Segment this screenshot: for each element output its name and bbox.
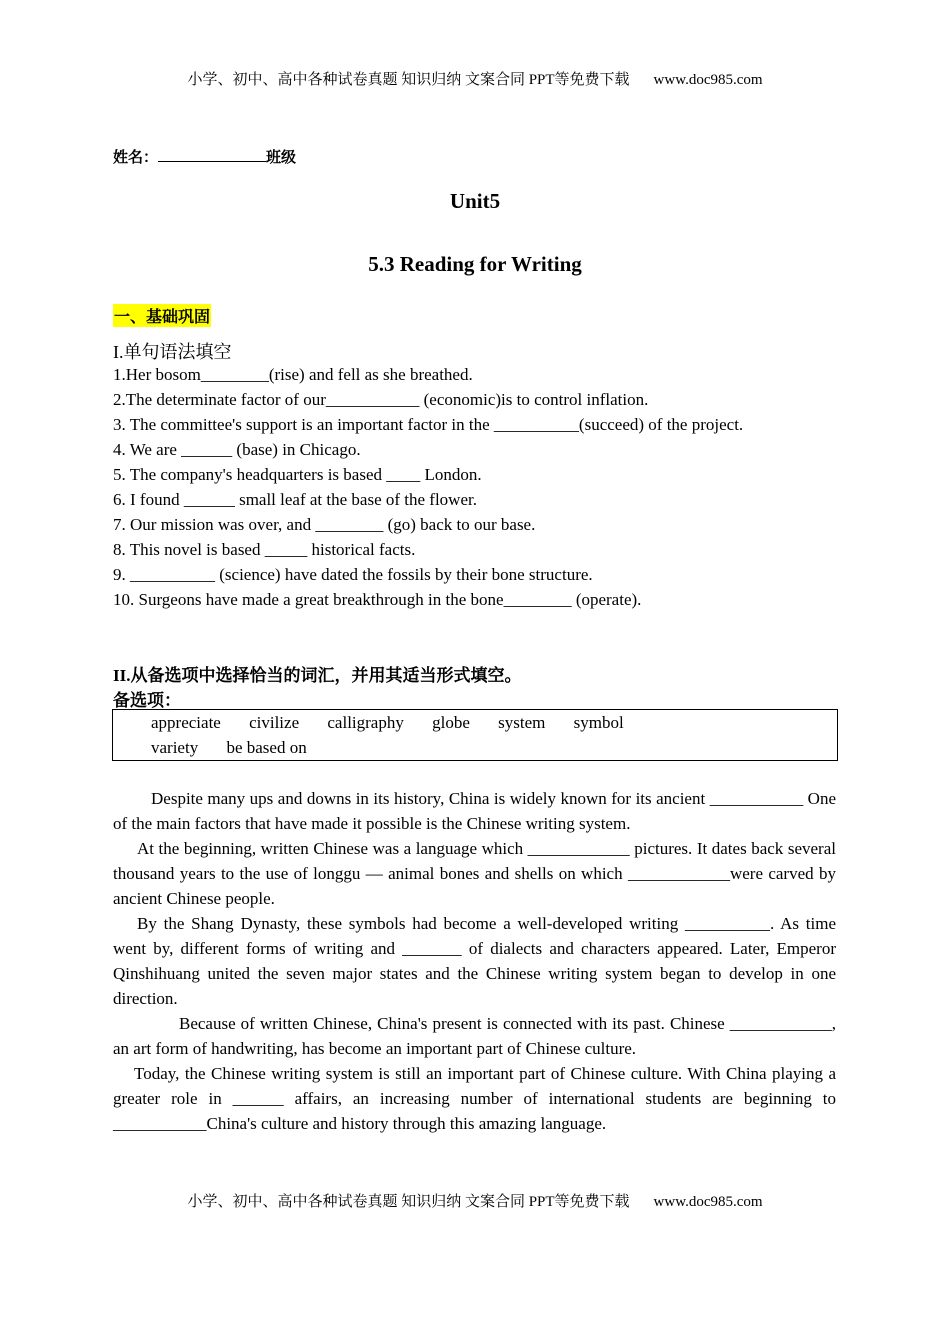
option-word: system bbox=[498, 713, 546, 732]
footer-url[interactable]: www.doc985.com bbox=[653, 1194, 763, 1210]
name-label: 姓名： bbox=[113, 150, 159, 166]
question-list bbox=[113, 362, 853, 612]
passage-paragraph: Today, the Chinese writing system is still an important part of Chinese culture. With China playing a greater role in ______ affairs, an increasing number of international students are beginning to ___________China's culture and history through this amazing language. bbox=[113, 1064, 836, 1133]
option-word: civilize bbox=[249, 713, 300, 732]
passage-paragraph: Despite many ups and downs in its history, China is widely known for its ancient ___________ One of the main factors that have made it possible is the Chinese writing system. bbox=[113, 789, 836, 833]
question-item: 4. We are ______ (base) in Chicago. bbox=[113, 440, 361, 459]
options-box bbox=[112, 709, 838, 761]
options-label: 备选项： bbox=[113, 691, 181, 710]
lesson-subtitle: 5.3 Reading for Writing bbox=[368, 252, 582, 276]
option-word: symbol bbox=[573, 713, 624, 732]
question-item: 3. The committee's support is an important factor in the __________(succeed) of the project. bbox=[113, 415, 744, 434]
section-title: 一、基础巩固 bbox=[113, 304, 211, 327]
option-word: globe bbox=[432, 713, 470, 732]
passage-paragraph: At the beginning, written Chinese was a language which ____________ pictures. It dates back several thousand years to the use of longgu — animal bones and shells on which ____________were carved by ancient Chinese people. bbox=[113, 839, 836, 908]
question-item: 7. Our mission was over, and ________ (go) back to our base. bbox=[113, 515, 536, 534]
question-item: 1.Her bosom________(rise) and fell as she breathed. bbox=[113, 365, 473, 384]
question-item: 9. __________ (science) have dated the fossils by their bone structure. bbox=[113, 565, 593, 584]
passage-paragraph: By the Shang Dynasty, these symbols had become a well-developed writing __________. As time went by, different forms of writing and _______ of dialects and characters appeared. Later, Emperor Qinshihuang united the seven major states and the Chinese writing system began to develop in one direction. bbox=[113, 914, 836, 1008]
class-label: 班级 bbox=[266, 150, 297, 166]
options-row bbox=[151, 713, 648, 733]
reading-passage bbox=[113, 786, 836, 1136]
question-item: 8. This novel is based _____ historical facts. bbox=[113, 540, 416, 559]
name-class-line bbox=[113, 146, 296, 167]
passage-paragraph: Because of written Chinese, China's present is connected with its past. Chinese ____________, an art form of handwriting, has become an important part of Chinese culture. bbox=[113, 1014, 836, 1058]
options-row bbox=[151, 738, 331, 758]
name-blank bbox=[158, 147, 266, 162]
option-word: calligraphy bbox=[327, 713, 404, 732]
header-url[interactable]: www.doc985.com bbox=[653, 72, 763, 88]
header-text: 小学、初中、高中各种试卷真题 知识归纳 文案合同 PPT等免费下载 bbox=[187, 72, 630, 88]
question-item: 10. Surgeons have made a great breakthrough in the bone________ (operate). bbox=[113, 590, 642, 609]
option-word: be based on bbox=[226, 738, 307, 757]
question-item: 5. The company's headquarters is based ____ London. bbox=[113, 465, 482, 484]
part2-title: II.从备选项中选择恰当的词汇，并用其适当形式填空。 bbox=[113, 666, 522, 685]
page-footer bbox=[0, 1190, 950, 1211]
part1-title: I.单句语法填空 bbox=[113, 342, 232, 362]
footer-text: 小学、初中、高中各种试卷真题 知识归纳 文案合同 PPT等免费下载 bbox=[187, 1194, 630, 1210]
page-header bbox=[0, 68, 950, 89]
question-item: 6. I found ______ small leaf at the base of the flower. bbox=[113, 490, 477, 509]
question-item: 2.The determinate factor of our___________ (economic)is to control inflation. bbox=[113, 390, 649, 409]
option-word: appreciate bbox=[151, 713, 221, 732]
unit-title: Unit5 bbox=[449, 189, 501, 213]
option-word: variety bbox=[151, 738, 199, 757]
